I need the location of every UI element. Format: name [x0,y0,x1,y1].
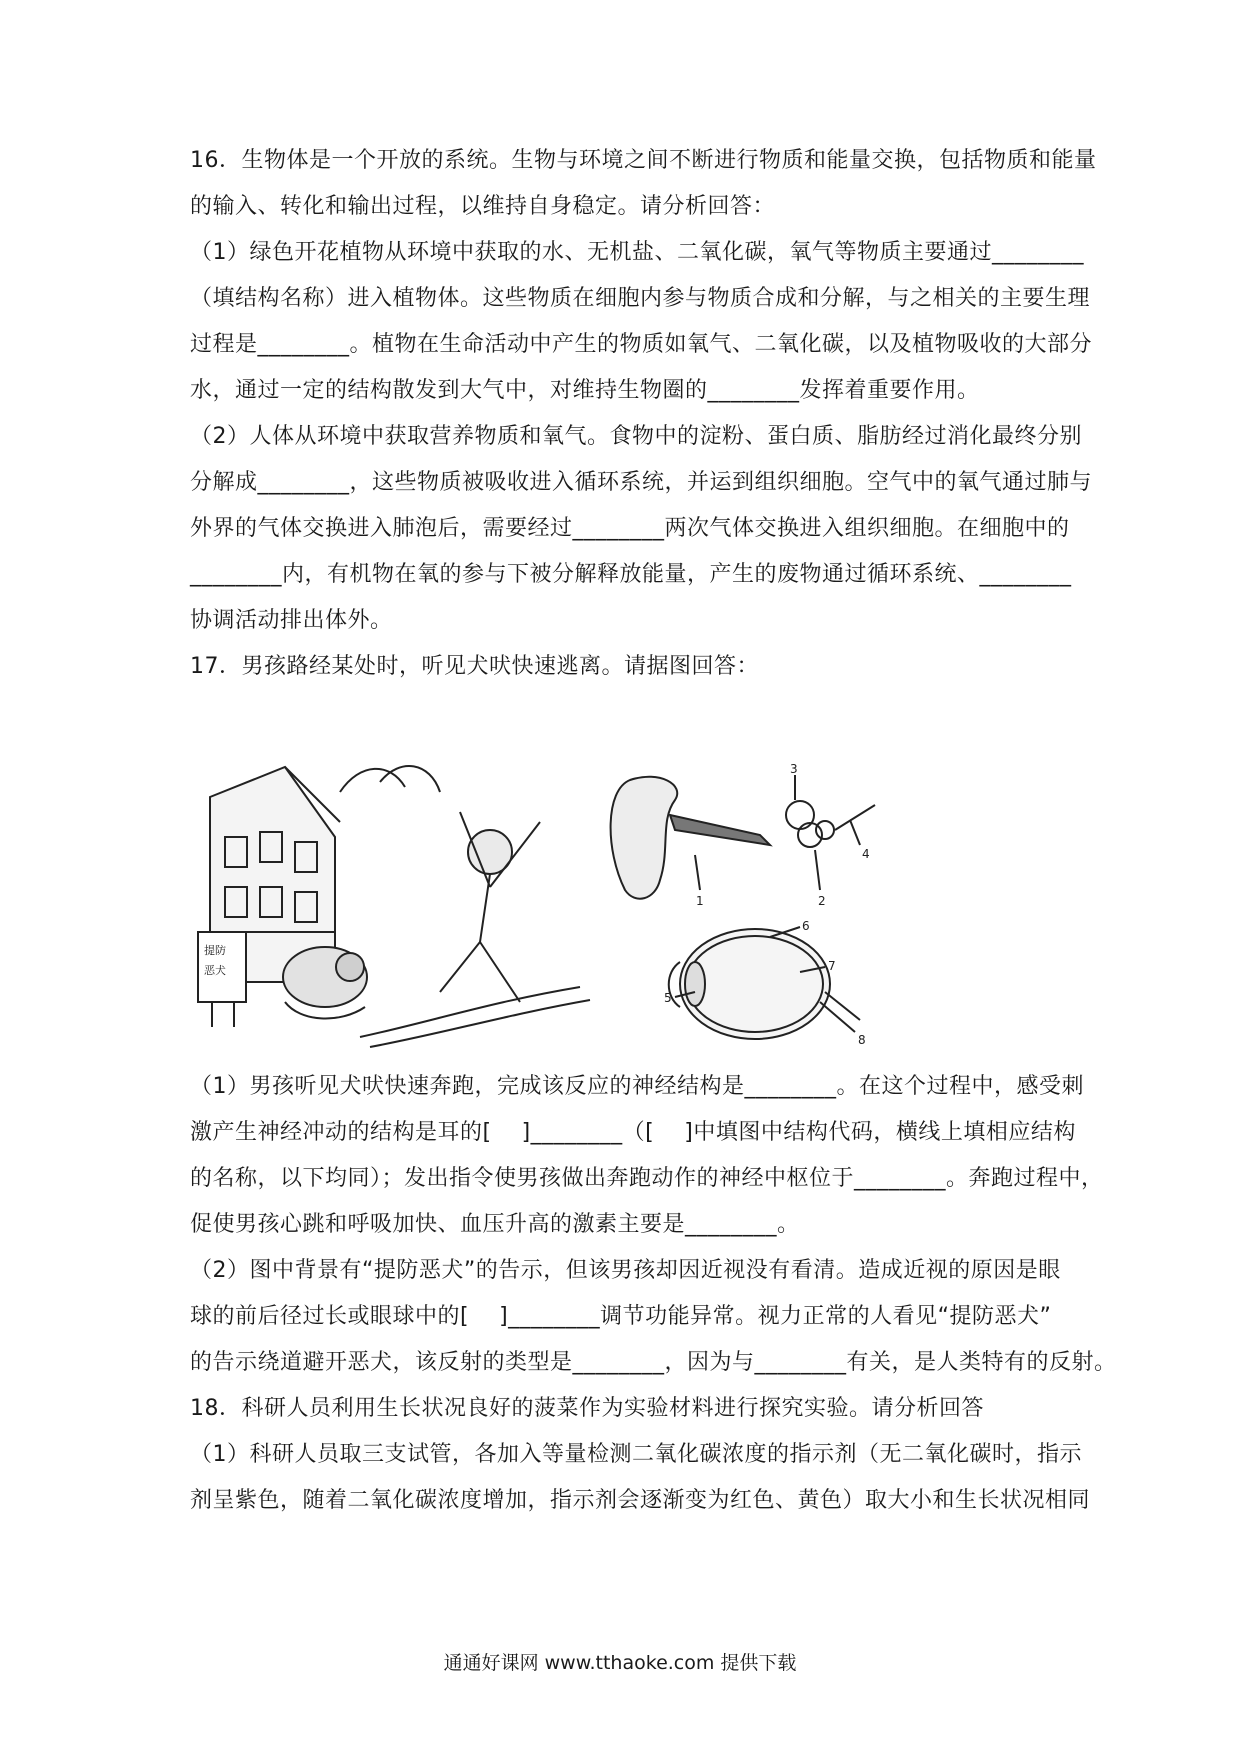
eye-diagram [650,912,880,1057]
q17-line-6: 球的前后径过长或眼球中的[ ]________调节功能异常。视力正常的人看见“提防恶犬” [190,1304,1052,1329]
eye-label-7: 7 [828,959,836,973]
ear-label-1: 1 [696,894,704,908]
q16-line-9: 外界的气体交换进入肺泡后，需要经过________两次气体交换进入组织细胞。在细胞中的 [190,516,1070,541]
q18-line-3: 剂呈紫色，随着二氧化碳浓度增加，指示剂会逐渐变为红色、黄色）取大小和生长状况相同 [190,1488,1091,1513]
q17-line-5: （2）图中背景有“提防恶犬”的告示，但该男孩却因近视没有看清。造成近视的原因是眼 [190,1258,1061,1283]
eye-label-6: 6 [802,919,810,933]
q16-line-1: 16．生物体是一个开放的系统。生物与环境之间不断进行物质和能量交换，包括物质和能量 [190,148,1097,173]
ear-label-3: 3 [790,762,798,776]
q17-figures [190,752,910,1062]
ear-label-4: 4 [862,847,870,861]
q18-line-1: 18．科研人员利用生长状况良好的菠菜作为实验材料进行探究实验。请分析回答 [190,1396,984,1421]
q16-line-4: （填结构名称）进入植物体。这些物质在细胞内参与物质合成和分解，与之相关的主要生理 [190,286,1091,311]
q16-line-8: 分解成________，这些物质被吸收进入循环系统，并运到组织细胞。空气中的氧气通过肺与 [190,470,1093,495]
q16-line-10: ________内，有机物在氧的参与下被分解释放能量，产生的废物通过循环系统、________ [190,562,1072,587]
q17-line-4: 促使男孩心跳和呼吸加快、血压升高的激素主要是________。 [190,1212,800,1237]
ear-diagram [600,760,890,910]
q16-line-3: （1）绿色开花植物从环境中获取的水、无机盐、二氧化碳，氧气等物质主要通过________ [190,240,1084,265]
sign-text-line2: 恶犬 [204,964,226,977]
eye-label-8: 8 [858,1033,866,1047]
ear-label-2: 2 [818,894,826,908]
q16-line-5: 过程是________。植物在生命活动中产生的物质如氧气、二氧化碳，以及植物吸收的大部分 [190,332,1093,357]
q16-line-6: 水，通过一定的结构散发到大气中，对维持生物圈的________发挥着重要作用。 [190,378,980,403]
sign-text-line1: 提防 [204,944,226,957]
q16-line-7: （2）人体从环境中获取营养物质和氧气。食物中的淀粉、蛋白质、脂肪经过消化最终分别 [190,424,1083,449]
q17-line-3: 的名称，以下均同）；发出指令使男孩做出奔跑动作的神经中枢位于________。奔跑过程中， [190,1166,1104,1191]
page-footer: 通通好课网 www.tthaoke.com 提供下载 [443,1652,797,1674]
q18-line-2: （1）科研人员取三支试管，各加入等量检测二氧化碳浓度的指示剂（无二氧化碳时，指示 [190,1442,1083,1467]
q17-line-1: （1）男孩听见犬吠快速奔跑，完成该反应的神经结构是________。在这个过程中，感受刺 [190,1074,1084,1099]
q16-line-2: 的输入、转化和输出过程，以维持自身稳定。请分析回答： [190,194,776,219]
q17-line-7: 的告示绕道避开恶犬，该反射的类型是________，因为与________有关，是人类特有的反射。 [190,1350,1117,1375]
q17-intro: 17．男孩路经某处时，听见犬吠快速逃离。请据图回答： [190,654,759,679]
eye-label-5: 5 [664,991,672,1005]
q16-line-11: 协调活动排出体外。 [190,608,393,633]
boy-dog-illustration [190,752,600,1052]
q17-line-2: 激产生神经冲动的结构是耳的[ ]________（[ ]中填图中结构代码，横线上填相应结构 [190,1120,1076,1145]
